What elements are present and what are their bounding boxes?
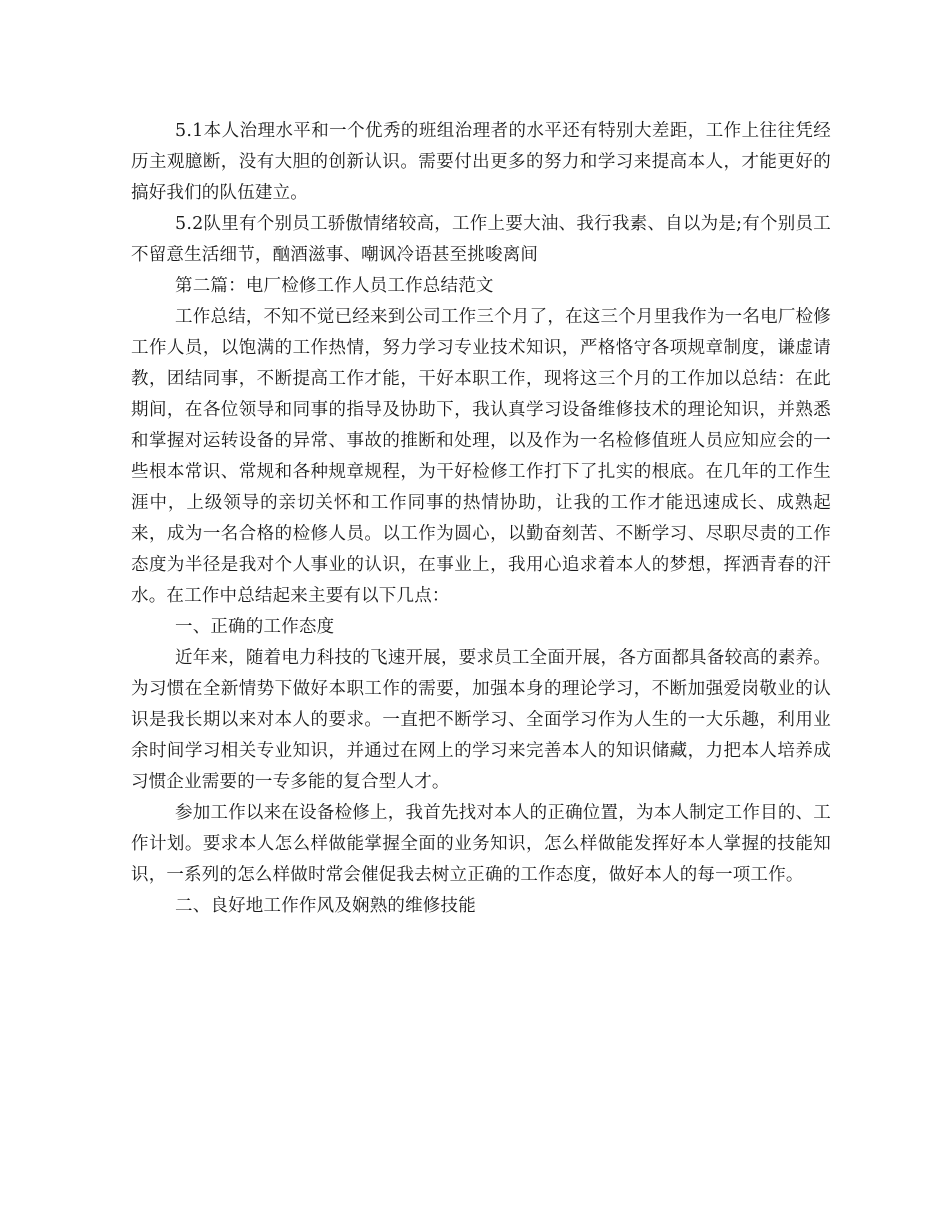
heading-work-style: 二、良好地工作作风及娴熟的维修技能 bbox=[175, 896, 476, 916]
paragraph-5-1: 5.1本人治理水平和一个优秀的班组治理者的水平还有特别大差距，工作上往往凭经历主观臆断，没有大胆的创新认识。需要付出更多的努力和学习来提高本人，才能更好的搞好我们的队伍建立。 bbox=[131, 121, 831, 203]
paragraph-summary: 工作总结，不知不觉已经来到公司工作三个月了，在这三个月里我作为一名电厂检修工作人员，以饱满的工作热情，努力学习专业技术知识，严格恪守各项规章制度，谦虚请教，团结同事，不断提高工作才能，干好本职工作，现将这三个月的工作加以总结：在此期间，在各位领导和同事的指导及协助下，我认真学习设备维修技术的理论知识，并熟悉和掌握对运转设备的异常、事故的推断和处理，以及作为一名检修值班人员应知应会的一些根本常识、常规和各种规章规程，为干好检修工作打下了扎实的根底。在几年的工作生涯中，上级领导的亲切关怀和工作同事的热情协助，让我的工作才能迅速成长、成熟起来，成为一名合格的检修人员。以工作为圆心，以勤奋刻苦、不断学习、尽职尽责的工作态度为半径是我对个人事业的认识，在事业上，我用心追求着本人的梦想，挥洒青春的汗水。在工作中总结起来主要有以下几点： bbox=[131, 307, 831, 606]
paragraph-recent-years: 近年来，随着电力科技的飞速开展，要求员工全面开展，各方面都具备较高的素养。为习惯在全新情势下做好本职工作的需要，加强本身的理论学习，不断加强爱岗敬业的认识是我长期以来对本人的要求。一直把不断学习、全面学习作为人生的一大乐趣，利用业余时间学习相关专业知识，并通过在网上的学习来完善本人的知识储藏，力把本人培养成习惯企业需要的一专多能的复合型人才。 bbox=[131, 648, 831, 792]
paragraph-5-2: 5.2队里有个别员工骄傲情绪较高，工作上要大油、我行我素、自以为是;有个别员工不留意生活细节，酗酒滋事、嘲讽冷语甚至挑唆离间 bbox=[131, 214, 831, 265]
section-title: 第二篇：电厂检修工作人员工作总结范文 bbox=[175, 276, 494, 296]
paragraph-since-joining: 参加工作以来在设备检修上，我首先找对本人的正确位置，为本人制定工作目的、工作计划。要求本人怎么样做能掌握全面的业务知识，怎么样做能发挥好本人掌握的技能知识，一系列的怎么样做时常会催促我去树立正确的工作态度，做好本人的每一项工作。 bbox=[131, 803, 831, 885]
heading-work-attitude: 一、正确的工作态度 bbox=[175, 617, 335, 637]
document-body bbox=[131, 116, 831, 922]
